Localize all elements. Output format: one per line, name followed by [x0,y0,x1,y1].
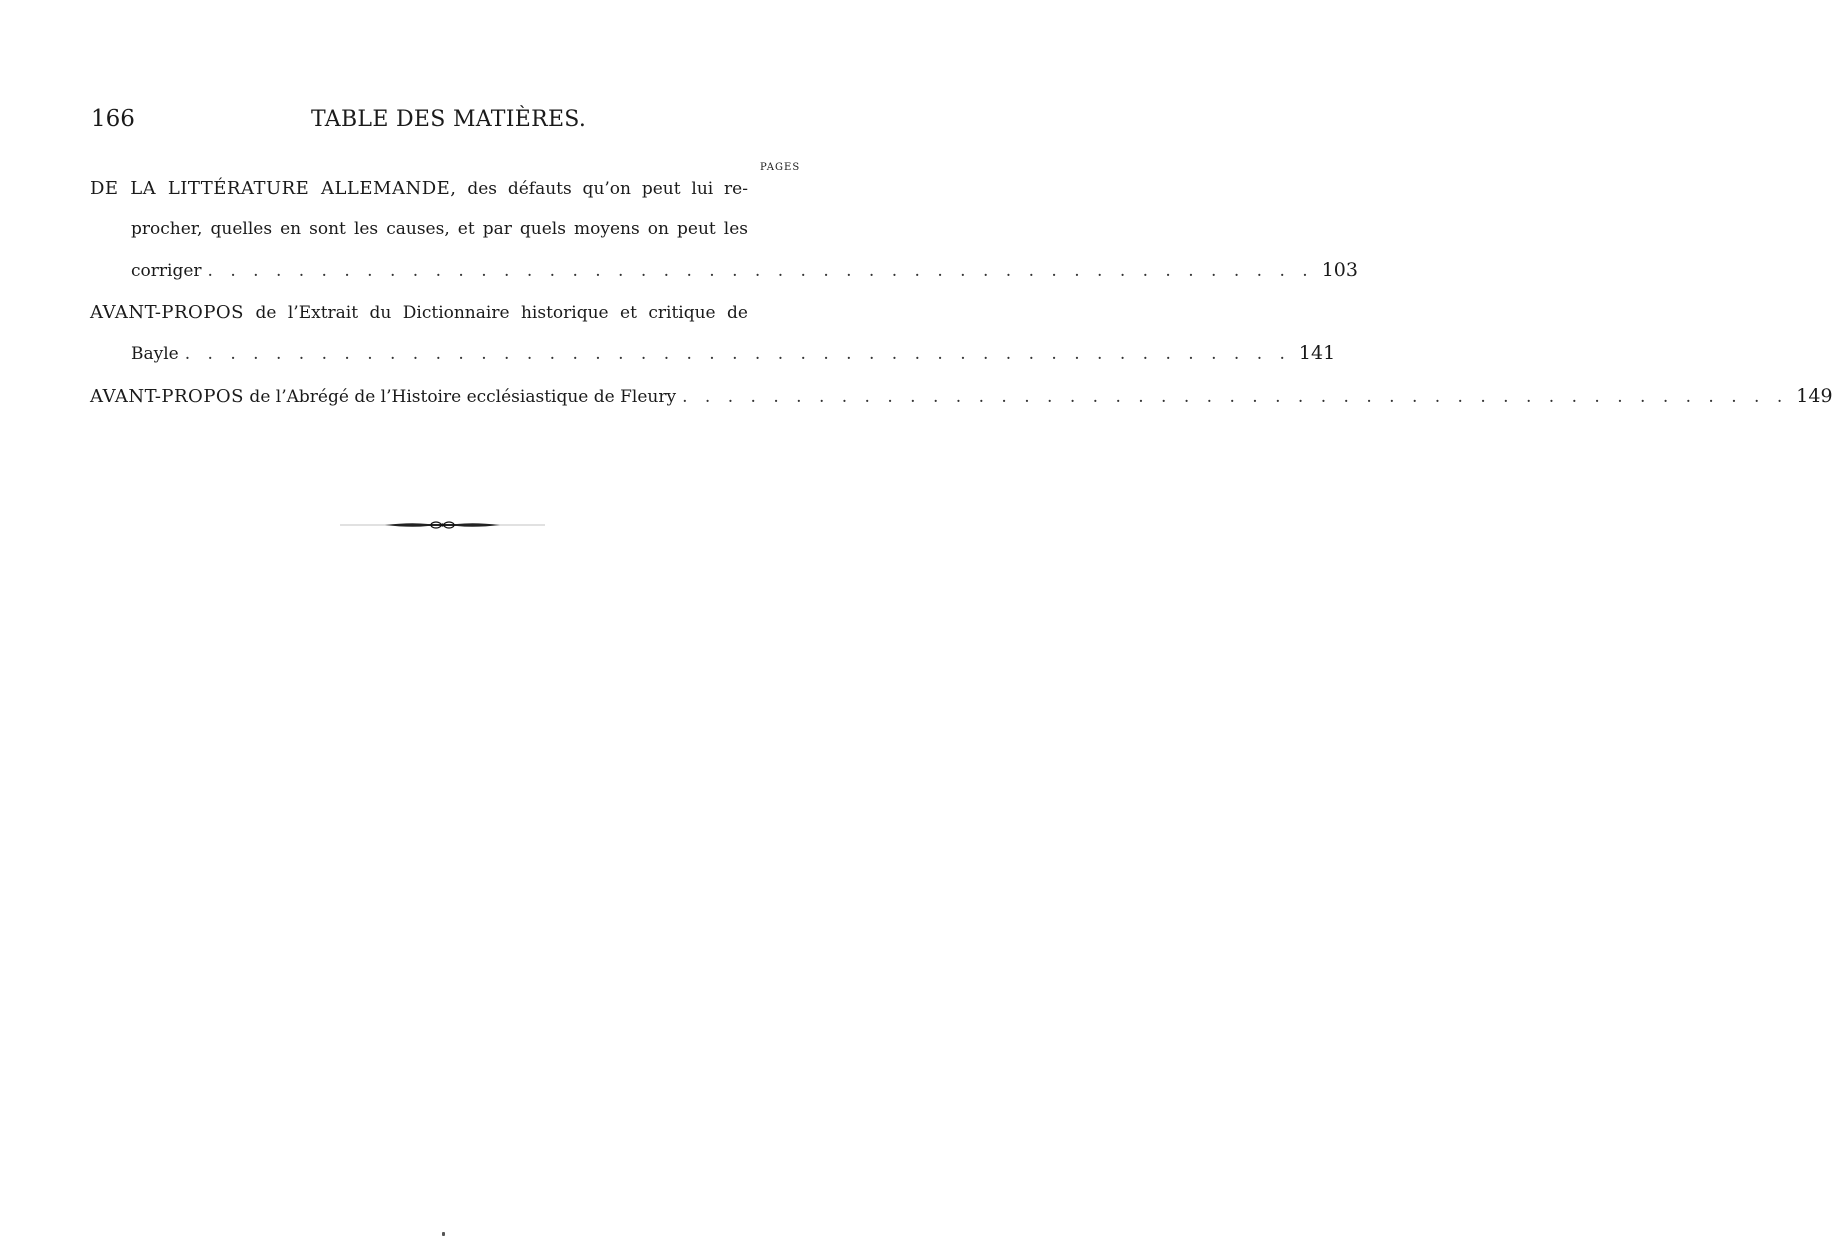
toc-entry-leader-line [90,333,1336,374]
toc-entry-lead: AVANT-PROPOS [90,302,245,323]
toc-entry-line [90,292,748,333]
leader-dots: . . . . . . . . . . . . . . . . . . . . . . . . . . . . . . . . . . . . . . . . . . . . . . . . . [682,387,1789,407]
toc-entry-text: de l’Abrégé de l’Histoire ecclésiastique de Fleury [244,387,677,407]
toc-entry-avant-propos-bayle [90,292,1336,374]
toc-entry-litterature-allemande [90,168,1358,291]
toc-page-number: 149 [1796,385,1833,407]
toc-entry-line [90,168,748,209]
toc-entry-text: corriger [131,261,202,281]
toc-entry-text: des défauts qu’on peut lui re- [456,179,748,199]
running-title: TABLE DES MATIÈRES. [311,107,587,132]
leader-dots: . . . . . . . . . . . . . . . . . . . . . . . . . . . . . . . . . . . . . . . . . . . . . . . . . [184,344,1291,364]
page-number: 166 [91,106,135,132]
toc-page-number: 141 [1298,342,1336,364]
toc-page-number: 103 [1321,259,1358,281]
leader-dots: . . . . . . . . . . . . . . . . . . . . . . . . . . . . . . . . . . . . . . . . . . . . . . . . . [207,261,1314,281]
print-speck [442,1232,445,1236]
tailpiece-ornament-icon [340,517,545,533]
pages-column-label: PAGES [760,162,801,173]
toc-entry-lead: DE LA LITTÉRATURE ALLEMANDE, [90,178,457,199]
toc-entry-avant-propos-fleury [90,376,1833,417]
toc-entry-leader-line [90,250,1358,291]
toc-entry-lead: AVANT-PROPOS [90,386,245,407]
toc-entry-leader-line [90,376,1833,417]
toc-entry-text: Bayle [131,344,179,364]
toc-entry-text: procher, quelles en sont les causes, et par quels moyens on peut les [131,219,748,239]
toc-entry-text: de l’Extrait du Dictionnaire historique et critique de [244,303,748,323]
